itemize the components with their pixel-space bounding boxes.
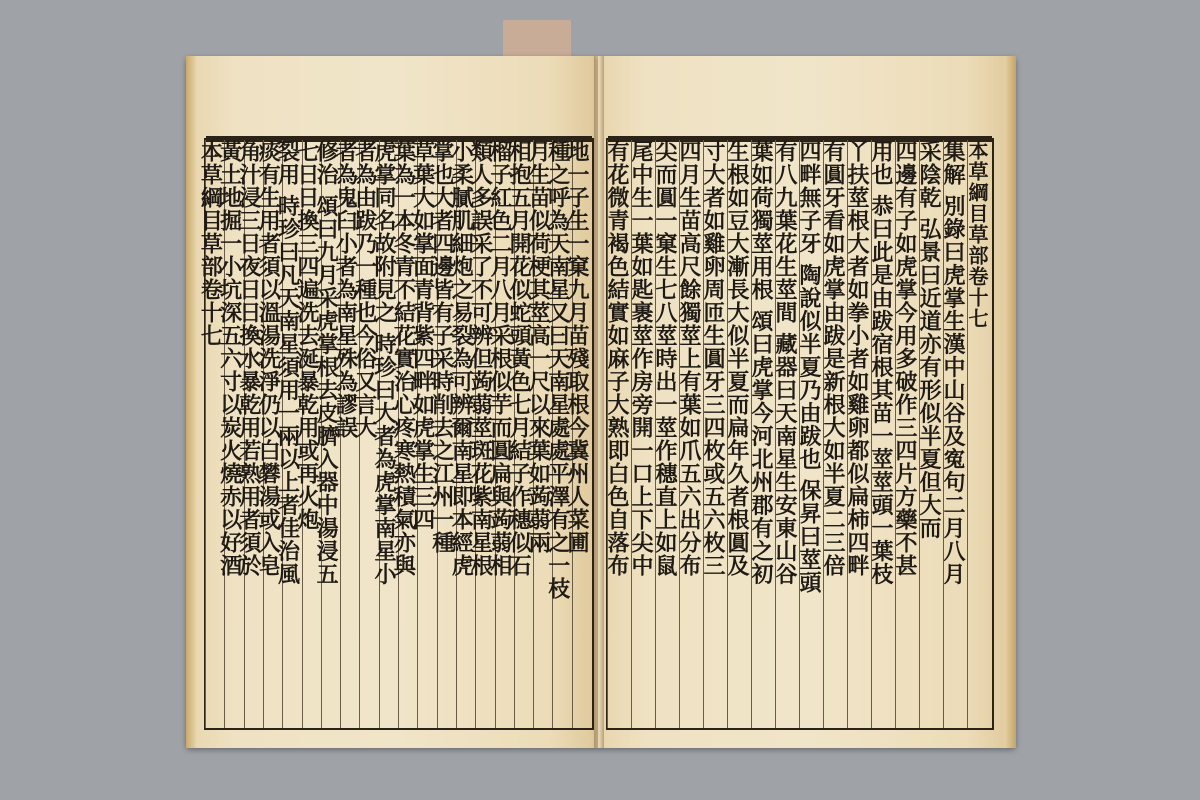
right-text-column: 寸大者如雞卵周匝生圓牙三四枚或五六枚三	[703, 140, 728, 728]
right-text-column: 有圓牙看如虎掌由跋是新根大如半夏二三倍	[823, 140, 848, 728]
left-text-column: 者為鬼臼小者為南星殊為謬誤	[340, 140, 360, 728]
left-text-column: 種之呼為天南星又曰天南星處處平澤有之一枝	[552, 140, 572, 728]
right-text-column: 四月生苗高尺餘獨莖上有葉如爪五六出分布	[679, 140, 704, 728]
right-text-column: 丫扶莖根大者如拳小者如雞卵都似扁柿四畔	[847, 140, 872, 728]
right-text-column: 尾中生一葉如匙裹莖作房旁開一口上下尖中	[631, 140, 656, 728]
right-text-column: 有花微青褐色結實如麻子大熟即白色自落布	[607, 140, 632, 728]
left-text-column: 修治 頌曰九月采虎掌根去皮臍入器中湯浸五	[321, 140, 341, 728]
open-book	[186, 56, 1016, 748]
left-text-column: 裂用 時珍曰凡天南星須用一兩以上者佳治風	[282, 140, 302, 728]
right-text-column: 有八九葉花生莖間 藏器曰天南星生安東山谷	[775, 140, 800, 728]
left-text-column: 掌也大者四邊皆有子采時削去之江州一種	[437, 140, 457, 728]
left-text-column: 草葉大如掌面青背紫四畔如虎掌生三四	[417, 140, 437, 728]
right-text-column: 葉如荷獨莖用根 頌曰虎掌今河北州郡有之初	[751, 140, 776, 728]
right-text-column: 尖而圓一窠生七八莖時出一莖作穗直上如鼠	[655, 140, 680, 728]
left-text-column: 相抱五月開花似蛇頭黃色七月結子作穗似石	[514, 140, 534, 728]
left-text-frame	[197, 138, 594, 730]
left-text-column: 月生苗似荷梗其莖高一尺以來葉如蒟蒻兩	[533, 140, 553, 728]
right-text-column: 四邊有子如虎掌今用多破作三四片方藥不甚	[895, 140, 920, 728]
right-text-column: 采陰乾 弘景曰近道亦有形似半夏但大而	[919, 140, 944, 728]
right-text-frame	[606, 138, 994, 730]
left-text-column: 小柔膩肌細炮之易裂為可辨爾南星即本經虎	[456, 140, 476, 728]
left-text-column: 七日日換三四遍洗去涎暴乾用或再火炮	[302, 140, 322, 728]
right-text-column: 生根如豆大漸長大似半夏而扁年久者根圓及	[727, 140, 752, 728]
left-text-column: 者為由跋乃一種也今俗又言大	[359, 140, 379, 728]
left-text-column: 痰有生用者須以溫湯洗淨仍以白礬湯或入皂	[263, 140, 283, 728]
right-text-column: 用也 恭曰此是由跋宿根其苗一莖莖頭一葉枝	[871, 140, 896, 728]
right-text-column: 本草綱目草部卷十七	[967, 140, 992, 728]
right-text-column: 集解 別錄曰虎掌生漢中山谷及寃句二月八月	[943, 140, 968, 728]
left-text-column: 本草綱目草部卷十七	[205, 140, 225, 728]
left-text-column: 黃土地掘一小坑深五六寸以炭火燒赤以好酒	[224, 140, 244, 728]
left-text-column: 角汁浸三日夜日日換水暴乾用若熟用者須於	[244, 140, 264, 728]
left-text-column: 榴子紅色二月八月采根似芋而圓扁與蒟蒻相	[495, 140, 515, 728]
left-text-column: 地一子生一窠九月苗殘取根今冀州人菜圃	[572, 140, 592, 728]
right-text-column: 四畔無子牙 陶說似半夏乃由跋也 保昇曰莖頭	[799, 140, 824, 728]
left-text-column: 類人多誤采了不可辨但蒟蒻莖斑花紫南星根	[475, 140, 495, 728]
left-text-column: 葉為一本冬青不結花實治心疼寒熱積氣亦與	[398, 140, 418, 728]
left-text-column: 虎掌同名故附見之 時珍曰大者為虎掌南星小	[379, 140, 399, 728]
